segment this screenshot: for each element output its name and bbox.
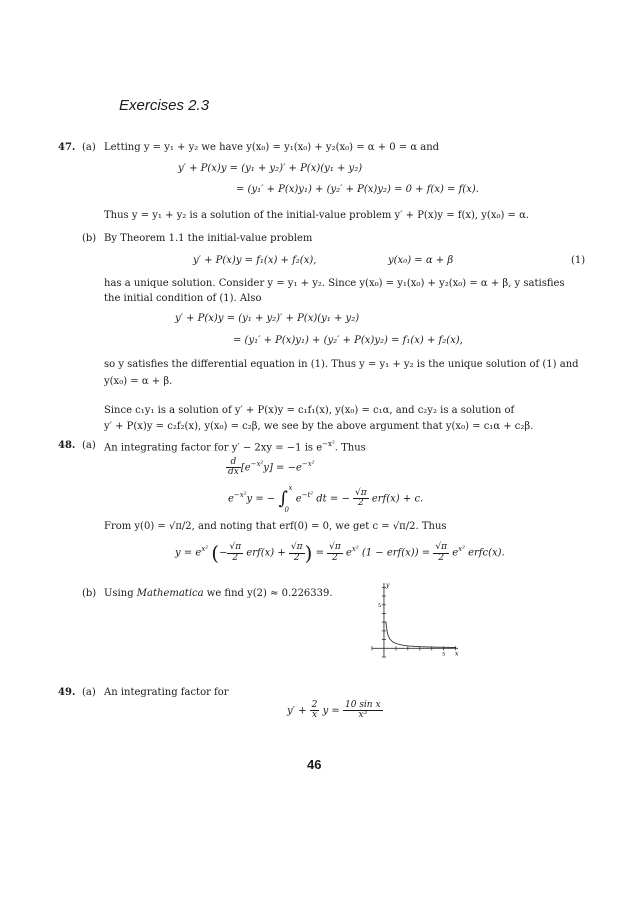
problem-48b-label: (b) [82,588,97,599]
problem-49a-equation: y′ + $\frac{2}{x}$ y = $\frac{\text{10 sin x}}{\text{x³}}$ [287,700,381,721]
problem-47a-line2: Thus y = y₁ + y₂ is a solution of the initial-value problem y′ + P(x)y = f(x), y(x₀) = α. [104,210,530,221]
problem-47b-line1: By Theorem 1.1 the initial-value problem [104,233,313,244]
graph-curve [386,621,456,647]
problem-48a-line1: An integrating factor for y′ − 2xy = −1 is $e^{-x^2}$. Thus [104,440,366,454]
problem-48b-graph [364,577,464,661]
problem-49a-label: (a) [82,687,96,698]
problem-47b-line2: has a unique solution. Consider y = y₁ + y₂. Since y(x₀) = y₁(x₀) + y₂(x₀) = α + β, y satisfies [104,278,565,289]
problem-47a-eq2: = (y₁′ + P(x)y₁) + (y₂′ + P(x)y₂) = 0 + f(x) = f(x). [236,184,479,195]
problem-48a-solution-eq: $y = e^{x^2}$ (− $\frac{√\pi}{2}$ erf(x) + $\frac{√\pi}{2}$ ) = $\frac{√\pi}{2}$ $e^{x^2}$ (1 − erf(x)) = $\frac{√\pi}{2}$ $e^{x^2}$ erfc(x). [175,541,505,565]
equation-tag-1: (1) [571,255,586,266]
page-number: 46 [307,757,322,772]
graph-axes [372,583,458,657]
problem-47a-label: (a) [82,142,96,153]
problem-47b-line5: y(x₀) = α + β. [104,376,173,387]
problem-47b-ode: y′ + P(x)y = f₁(x) + f₂(x), [193,255,317,266]
problem-47b-eq2: = (y₁′ + P(x)y₁) + (y₂′ + P(x)y₂) = f₁(x) + f₂(x), [233,335,463,346]
problem-47b-label: (b) [82,233,97,244]
problem-49-number: 49. [58,687,76,698]
section-title: Exercises 2.3 [119,97,210,114]
problem-48-number: 48. [58,440,76,451]
problem-47b-initial-condition: y(x₀) = α + β [388,255,454,266]
problem-47-number: 47. [58,142,76,153]
problem-49a-line1: An integrating factor for [104,687,229,698]
problem-48a-from-line: From y(0) = √π/2, and noting that erf(0) = 0, we get c = √π/2. Thus [104,521,447,532]
problem-48b-line: Using Mathematica we find y(2) ≈ 0.226339. [104,588,333,599]
problem-47a-line1: Letting y = y₁ + y₂ we have y(x₀) = y₁(x₀) + y₂(x₀) = α + 0 = α and [104,142,440,153]
problem-47b-eq1: y′ + P(x)y = (y₁ + y₂)′ + P(x)(y₁ + y₂) [175,313,360,324]
problem-48a-label: (a) [82,440,96,451]
graph-x-tick-label: 5 [442,651,446,658]
graph-x-label: x [455,650,459,658]
problem-47b-line3: the initial condition of (1). Also [104,293,262,304]
problem-47a-eq1: y′ + P(x)y = (y₁ + y₂)′ + P(x)(y₁ + y₂) [178,163,363,174]
problem-47c-line2: y′ + P(x)y = c₂f₂(x), y(x₀) = c₂β, we see by the above argument that y(x₀) = c₁α + c₂β. [104,421,534,432]
graph-y-label: y [385,582,390,589]
problem-48a-derivative-eq: $\frac{d}{dx}$ $[e^{-x^2}y] = -e^{-x^2}$ [228,457,315,478]
problem-47c-line1: Since c₁y₁ is a solution of y′ + P(x)y = c₁f₁(x), y(x₀) = c₁α, and c₂y₂ is a solution of [104,405,515,416]
graph-y-tick-label: 5 [377,602,382,609]
problem-48a-integral-eq: $e^{-x^2}y$ = − ∫ x 0 $e^{-t^2}$ dt = − $\frac{√\pi}{2}$ erf(x) + c. [228,483,424,514]
problem-47b-line4: so y satisfies the differential equation in (1). Thus y = y₁ + y₂ is the unique solution of (1) and [104,359,579,370]
